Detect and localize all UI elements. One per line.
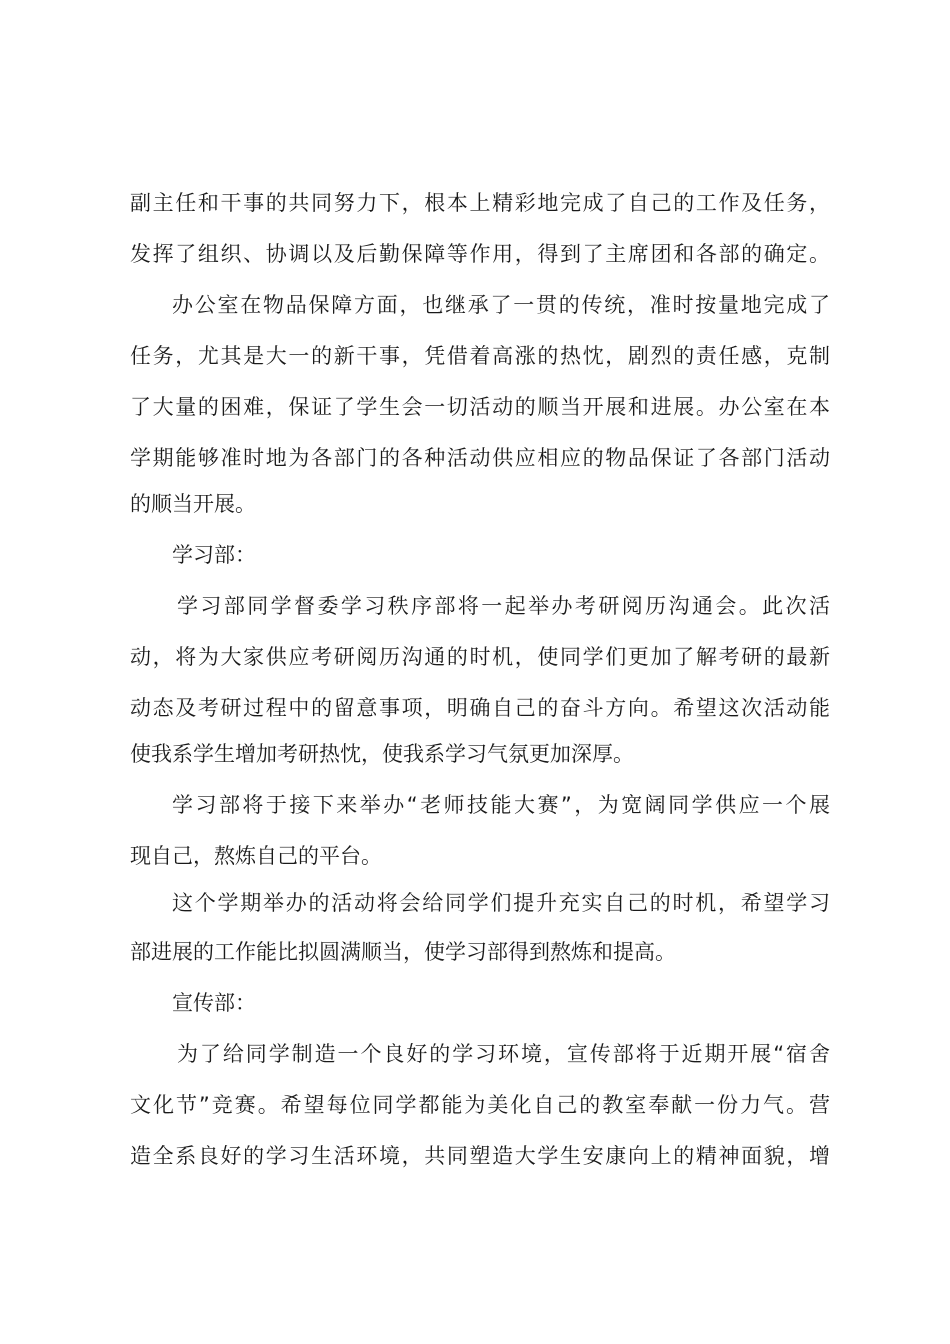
text-line: 了大量的困难，保证了学生会一切活动的顺当开展和进展。办公室在本 (130, 395, 830, 419)
section-heading: 宣传部： (172, 991, 256, 1015)
paragraph-line: 为了给同学制造一个良好的学习环境，宣传部将于近期开展“宿舍 (177, 1042, 830, 1066)
text-line: 的顺当开展。 (130, 492, 256, 516)
text-line: 副主任和干事的共同努力下，根本上精彩地完成了自己的工作及任务， (130, 191, 830, 215)
paragraph-line: 办公室在物品保障方面，也继承了一贯的传统，准时按量地完成了 (172, 293, 830, 317)
text-line: 文化节”竞赛。希望每位同学都能为美化自己的教室奉献一份力气。营 (130, 1093, 830, 1117)
text-line: 任务，尤其是大一的新干事，凭借着高涨的热忱，剧烈的责任感，克制 (130, 344, 830, 368)
text-line: 造全系良好的学习生活环境，共同塑造大学生安康向上的精神面貌，增 (130, 1144, 830, 1168)
text-line: 发挥了组织、协调以及后勤保障等作用，得到了主席团和各部的确定。 (130, 242, 830, 266)
text-line: 动，将为大家供应考研阅历沟通的时机，使同学们更加了解考研的最新 (130, 645, 830, 669)
text-line: 使我系学生增加考研热忱，使我系学习气氛更加深厚。 (130, 742, 634, 766)
section-heading: 学习部： (172, 543, 256, 567)
paragraph-line: 学习部将于接下来举办“老师技能大赛”，为宽阔同学供应一个展 (172, 793, 830, 817)
text-line: 部进展的工作能比拟圆满顺当，使学习部得到熬炼和提高。 (130, 940, 676, 964)
text-line: 现自己，熬炼自己的平台。 (130, 844, 382, 868)
paragraph-line: 学习部同学督委学习秩序部将一起举办考研阅历沟通会。此次活 (177, 594, 830, 618)
text-line: 学期能够准时地为各部门的各种活动供应相应的物品保证了各部门活动 (130, 446, 830, 470)
text-line: 动态及考研过程中的留意事项，明确自己的奋斗方向。希望这次活动能 (130, 696, 830, 720)
paragraph-line: 这个学期举办的活动将会给同学们提升充实自己的时机，希望学习 (172, 891, 830, 915)
